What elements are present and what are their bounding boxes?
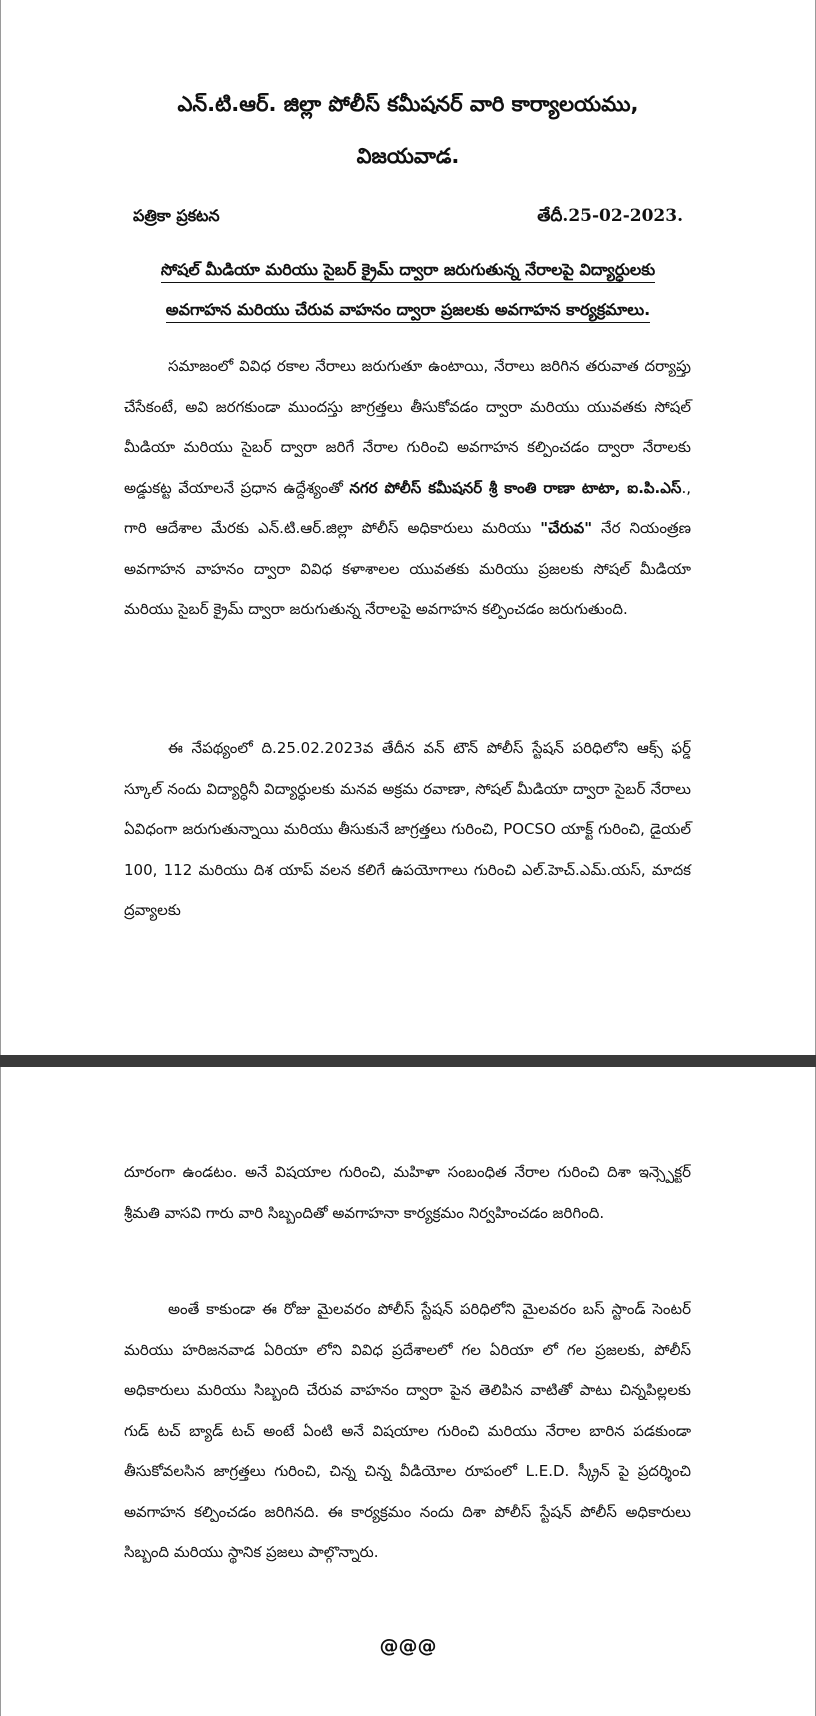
commissioner-name: నగర పోలీస్ కమీషనర్ శ్రీ కాంతి రాణా టాటా, ఐ.పి.ఎస్ [349, 478, 682, 497]
body-paragraph-4: అంతే కాకుండా ఈ రోజు మైలవరం పోలీస్ స్టేషన్ పరిధిలోని మైలవరం బస్ స్టాండ్ సెంటర్ మరియు హరిజనవాడ ఏరియా లోని వివిధ ప్రదేశాలలో గల ఏరియా లో గల ప్రజలకు, పోలీస్ అధికారులు మరియు సిబ్బంది చేరువ వాహనం ద్వారా పైన తెలిపిన వాటితో పాటు చిన్నపిల్లలకు గుడ్ టచ్ బ్యాడ్ టచ్ అంటే ఏంటి అనే విషయాల గురించి మరియు నేరాల బారిన పడకుండా తీసుకోవలసిన జాగ్రత్తలు గురించి, చిన్న చిన్న వీడియోల రూపంలో L.E.D. స్క్రీన్ పై ప్రదర్శించి అవగాహన కల్పించడం జరిగినది. ఈ కార్యక్రమం నందు దిశా పోలీస్ స్టేషన్ పోలీస్ అధికారులు సిబ్బంది మరియు స్థానిక ప్రజలు పాల్గొన్నారు. [124, 1300, 691, 1561]
end-mark: @@@ [379, 1635, 437, 1657]
body-paragraph-1: సమాజంలో వివిధ రకాల నేరాలు జరుగుతూ ఉంటాయి, నేరాలు జరిగిన తరువాత దర్యాప్తు చేసేకంటే, అవి జరగకుండా ముందస్తు జాగ్రత్తలు తీసుకోవడం ద్వారా మరియు యువతకు సోషల్ మీడియా మరియు సైబర్ ద్వారా జరిగే నేరాల గురించి అవగాహన కల్పించడం ద్వారా నేరాలకు అడ్డుకట్ట వేయాలనే ప్రధాన ఉద్దేశ్యంతో నగర పోలీస్ కమీషనర్ శ్రీ కాంతి రాణా టాటా, ఐ.పి.ఎస్., గారి ఆదేశాల మేరకు ఎన్.టి.ఆర్.జిల్లా పోలీస్ అధికారులు మరియు "చేరువ" నేర నియంత్రణ అవగాహన వాహనం ద్వారా వివిధ కళాశాలల యువతకు మరియు ప్రజలకు సోషల్ మీడియా మరియు సైబర్ క్రైమ్ ద్వారా జరుగుతున్న నేరాలపై అవగాహన కల్పించడం జరుగుతుంది. [124, 357, 692, 618]
press-release-meta [133, 206, 683, 232]
page-separator [0, 1055, 816, 1067]
office-heading: ఎన్.టి.ఆర్. జిల్లా పోలీస్ కమీషనర్ వారి కార్యాలయము, [177, 92, 639, 116]
release-date: తేదీ.25-02-2023. [537, 206, 683, 226]
city-heading: విజయవాడ. [356, 144, 460, 168]
subject-line-1: సోషల్ మీడియా మరియు సైబర్ క్రైమ్ ద్వారా జరుగుతున్న నేరాలపై విద్యార్ధులకు [0, 260, 816, 283]
subject-line-2: అవగాహన మరియు చేరువ వాహనం ద్వారా ప్రజలకు అవగాహన కార్యక్రమాలు. [0, 300, 816, 323]
body-paragraph-2: ఈ నేపథ్యంలో ది.25.02.2023వ తేదీన వన్ టౌన్ పోలీస్ స్టేషన్ పరిధిలోని ఆక్స్ ఫర్డ్ స్కూల్ నందు విద్యార్ధినీ విద్యార్ధులకు మనవ అక్రమ రవాణా, సోషల్ మీడియా ద్వారా సైబర్ నేరాలు ఏవిధంగా జరుగుతున్నాయి మరియు తీసుకునే జాగ్రత్తలు గురించి, POCSO యాక్ట్ గురించి, డైయల్ 100, 112 మరియు దిశ యాప్ వలన కలిగే ఉపయోగాలు గురించి ఎల్.హెచ్.ఎమ్.యస్, మాదక ద్రవ్యాలకు [124, 739, 691, 919]
press-release-label: పత్రికా ప్రకటన [133, 206, 220, 225]
cheruva-name: "చేరువ" [540, 519, 593, 537]
body-paragraph-3: దూరంగా ఉండటం. అనే విషయాల గురించి, మహిళా సంబంధిత నేరాల గురించి దిశా ఇన్స్పెక్టర్ శ్రీమతి వాసవి గారు వారి సిబ్బందితో అవగాహనా కార్యక్రమం నిర్వహించడం జరిగింది. [124, 1163, 691, 1222]
